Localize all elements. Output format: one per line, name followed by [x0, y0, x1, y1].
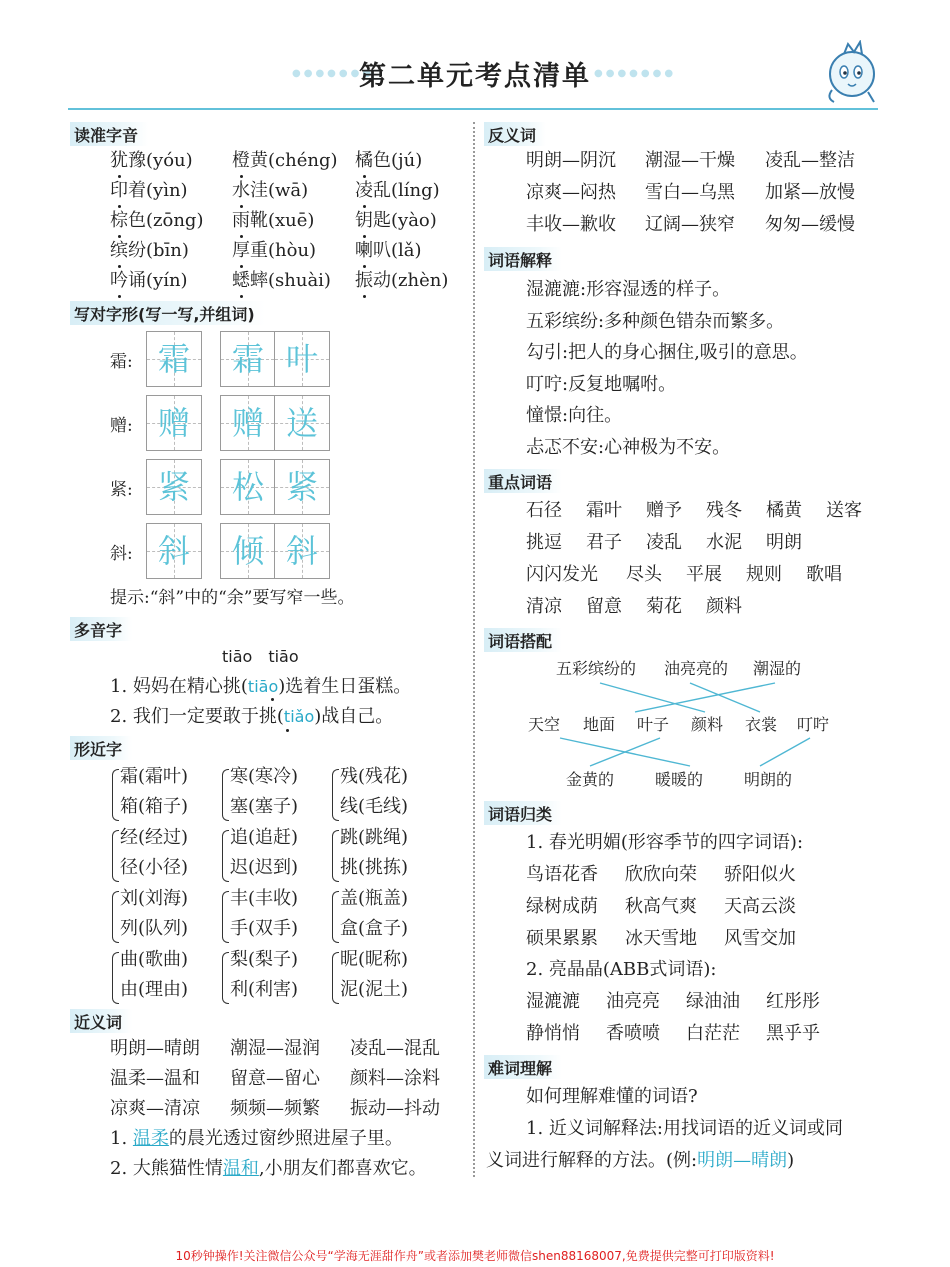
pronounce-item: 喇叭(lǎ)	[355, 240, 422, 261]
trace-char: 紧	[157, 468, 190, 506]
key-word: 平展	[686, 564, 722, 585]
classify-word: 油亮亮	[606, 991, 660, 1012]
similar-char: 泥(泥土)	[340, 979, 409, 1000]
match-line	[690, 683, 760, 712]
synonym-pair: 振动—抖动	[350, 1098, 440, 1119]
match-top-word: 潮湿的	[753, 659, 802, 678]
classify-word: 鸟语花香	[526, 864, 598, 885]
match-bottom-word: 明朗的	[744, 770, 793, 789]
sentence-text: )	[787, 1150, 795, 1171]
pronounce-item: 吟诵(yín)	[110, 270, 188, 291]
similar-char: 跳(跳绳)	[340, 827, 409, 848]
section-hard-title: 难词理解	[484, 1055, 562, 1079]
sentence-text: 义词进行解释的方法。(例:	[486, 1150, 698, 1171]
section-antonyms-title: 反义词	[484, 122, 546, 146]
footer-notice: 10秒钟操作!关注微信公众号“学海无涯甜作舟”或者添加樊老师微信shen88168007,免费提供完整可打印版资料!	[175, 1249, 775, 1263]
explain-item: 憧憬:向往。	[526, 405, 623, 426]
section-match-title: 词语搭配	[484, 628, 562, 652]
classify-word: 冰天雪地	[625, 928, 697, 949]
hard-answer-line-1: 1. 近义词解释法:用找词语的近义词或同	[526, 1118, 843, 1139]
sentence-text: ,小朋友们都喜欢它。	[258, 1158, 427, 1179]
similar-char: 梨(梨子)	[230, 949, 299, 970]
classify-word: 绿树成荫	[526, 896, 598, 917]
trace-char: 送	[285, 404, 318, 442]
pronounce-item: 缤纷(bīn)	[110, 240, 189, 261]
write-label: 赠:	[110, 416, 133, 436]
trace-char: 霜	[157, 340, 190, 378]
classify-word: 绿油油	[686, 991, 740, 1012]
key-word: 规则	[746, 564, 782, 585]
match-middle-word: 叮咛	[797, 715, 830, 734]
antonym-pair: 辽阔—狭窄	[645, 214, 735, 235]
classify-word: 香喷喷	[606, 1023, 660, 1044]
polyphone-readings: tiāo tiāo	[222, 647, 299, 666]
classify-heading-1: 1. 春光明媚(形容季节的四字词语):	[526, 832, 804, 853]
antonym-pair: 雪白—乌黑	[645, 182, 735, 203]
similar-char: 曲(歌曲)	[120, 949, 189, 970]
key-word: 挑逗	[526, 532, 562, 553]
similar-char: 残(残花)	[340, 766, 409, 787]
section-polyphone-title: 多音字	[70, 617, 132, 641]
classify-word: 风雪交加	[724, 928, 796, 949]
pronounce-item: 犹豫(yóu)	[110, 150, 193, 171]
pronounce-item: 橙黄(chéng)	[232, 150, 338, 171]
key-word: 水泥	[706, 532, 742, 553]
trace-char: 赠	[231, 404, 264, 442]
section-write-title: 写对字形(写一写,并组词)	[70, 301, 265, 325]
pronounce-item: 橘色(jú)	[355, 150, 423, 171]
hard-answer-line-2	[486, 1149, 794, 1173]
synonym-pair: 频频—频繁	[230, 1098, 320, 1119]
synonym-pair: 明朗—晴朗	[110, 1038, 200, 1059]
key-word: 闪闪发光	[526, 564, 598, 585]
similar-char: 寒(寒冷)	[230, 766, 299, 787]
pronounce-item: 雨靴(xuē)	[232, 210, 315, 231]
match-bottom-word: 暖暖的	[655, 770, 704, 789]
antonym-pair: 明朗—阴沉	[526, 150, 616, 171]
key-word: 清凉	[526, 596, 562, 617]
similar-char: 追(追赶)	[230, 827, 299, 848]
trace-char: 霜	[231, 340, 264, 378]
synonym-pair: 留意—留心	[230, 1068, 320, 1089]
section-pronounce-title: 读准字音	[70, 122, 148, 146]
key-word: 君子	[586, 532, 622, 553]
match-bottom-word: 金黄的	[566, 770, 615, 789]
synonym-pair: 凌乱—混乱	[350, 1038, 440, 1059]
pronounce-item: 钥匙(yào)	[355, 210, 437, 231]
match-line	[635, 683, 775, 712]
antonym-pair: 凌乱—整洁	[765, 150, 855, 171]
match-middle-word: 叶子	[637, 715, 670, 734]
section-explain-title: 词语解释	[484, 247, 562, 271]
similar-char: 丰(丰收)	[230, 888, 299, 909]
section-classify-title: 词语归类	[484, 801, 562, 825]
similar-char: 由(理由)	[120, 979, 189, 1000]
page-title: 第二单元考点清单	[359, 61, 591, 92]
trace-char: 斜	[157, 532, 190, 570]
section-synonyms-title: 近义词	[70, 1009, 132, 1033]
similar-char: 迟(迟到)	[230, 857, 299, 878]
similar-char: 经(经过)	[120, 827, 189, 848]
classify-word: 静悄悄	[526, 1023, 580, 1044]
match-middle-word: 衣裳	[745, 715, 778, 734]
antonym-pair: 加紧—放慢	[765, 182, 855, 203]
key-word: 赠予	[646, 500, 682, 521]
match-line	[760, 738, 810, 766]
classify-word: 秋高气爽	[625, 896, 697, 917]
key-word: 霜叶	[586, 500, 622, 521]
key-word: 留意	[586, 596, 622, 617]
match-middle-word: 地面	[583, 715, 616, 734]
match-top-word: 油亮亮的	[664, 659, 729, 678]
sentence-text: )战自己。	[314, 706, 394, 727]
trace-char: 松	[231, 468, 264, 506]
synonym-pair: 凉爽—清凉	[110, 1098, 200, 1119]
sentence-text: )选着生日蛋糕。	[278, 676, 412, 697]
header-dots-right: ●●●●●●●	[594, 68, 677, 79]
classify-word: 湿漉漉	[526, 991, 580, 1012]
antonym-pair: 匆匆—缓慢	[765, 214, 855, 235]
similar-char: 盒(盒子)	[340, 918, 409, 939]
trace-char: 斜	[285, 532, 318, 570]
classify-word: 骄阳似火	[724, 864, 796, 885]
write-label: 紧:	[110, 480, 133, 500]
classify-word: 硕果累累	[526, 928, 598, 949]
explain-item: 勾引:把人的身心捆住,吸引的意思。	[526, 342, 808, 363]
explain-item: 叮咛:反复地嘱咐。	[526, 373, 677, 395]
write-label: 霜:	[110, 352, 133, 372]
key-word: 歌唱	[806, 564, 842, 585]
match-line	[590, 738, 660, 766]
antonym-pair: 潮湿—干燥	[645, 150, 735, 171]
pronounce-item: 棕色(zōng)	[110, 210, 204, 231]
key-word: 菊花	[646, 596, 682, 617]
pronounce-item: 蟋蟀(shuài)	[232, 270, 331, 291]
pronounce-item: 厚重(hòu)	[232, 240, 317, 261]
classify-word: 欣欣向荣	[625, 864, 697, 885]
pronounce-item: 水洼(wā)	[232, 180, 309, 201]
similar-char: 挑(挑拣)	[340, 857, 409, 878]
similar-char: 利(利害)	[230, 979, 299, 1000]
key-word: 尽头	[626, 564, 662, 585]
hard-question: 如何理解难懂的词语?	[526, 1086, 698, 1107]
highlight-word: 温和	[222, 1158, 259, 1179]
match-middle-word: 颜料	[691, 715, 724, 734]
sentence-text: 2. 我们一定要敢于挑(	[110, 706, 284, 727]
pinyin-answer: tiāo	[247, 677, 279, 696]
trace-char: 赠	[157, 404, 190, 442]
pronounce-item: 印着(yìn)	[110, 180, 188, 201]
similar-char: 列(队列)	[120, 918, 189, 939]
key-word: 送客	[826, 500, 862, 521]
explain-item: 湿漉漉:形容湿透的样子。	[526, 279, 731, 300]
similar-char: 塞(塞子)	[230, 796, 299, 817]
key-word: 颜料	[706, 596, 742, 617]
synonym-pair: 颜料—涂料	[350, 1068, 440, 1089]
key-word: 凌乱	[646, 532, 682, 553]
sentence-text: 的晨光透过窗纱照进屋子里。	[168, 1128, 403, 1149]
write-tip: 提示:“斜”中的“余”要写窄一些。	[110, 588, 355, 608]
synonym-pair: 温柔—温和	[110, 1068, 200, 1089]
classify-word: 天高云淡	[724, 896, 796, 917]
example-word: 明朗—晴朗	[697, 1150, 788, 1171]
sentence-text: 1.	[110, 1128, 133, 1149]
header-dots-left: ●●●●●●●	[292, 68, 375, 79]
similar-char: 刘(刘海)	[120, 888, 189, 909]
similar-char: 径(小径)	[120, 857, 189, 878]
similar-char: 昵(昵称)	[340, 949, 409, 970]
classify-word: 白茫茫	[686, 1023, 740, 1044]
match-middle-word: 天空	[528, 715, 561, 734]
key-word: 残冬	[706, 500, 742, 521]
antonym-pair: 丰收—歉收	[526, 214, 616, 235]
classify-word: 黑乎乎	[766, 1023, 820, 1044]
antonym-pair: 凉爽—闷热	[526, 182, 616, 203]
section-similar-title: 形近字	[70, 736, 132, 760]
pronounce-item: 振动(zhèn)	[355, 270, 449, 291]
explain-item: 忐忑不安:心神极为不安。	[526, 436, 731, 458]
similar-char: 霜(霜叶)	[120, 766, 189, 787]
key-word: 石径	[526, 500, 562, 521]
similar-char: 手(双手)	[230, 918, 299, 939]
pinyin-answer: tiǎo	[283, 707, 315, 726]
trace-char: 倾	[231, 532, 264, 570]
similar-char: 盖(瓶盖)	[340, 888, 409, 909]
match-line	[600, 683, 705, 712]
explain-item: 五彩缤纷:多种颜色错杂而繁多。	[526, 310, 785, 332]
classify-heading-2: 2. 亮晶晶(ABB式词语):	[526, 959, 717, 980]
synonym-pair: 潮湿—湿润	[230, 1038, 320, 1059]
sentence-text: 1. 妈妈在精心挑(	[110, 676, 248, 697]
pronounce-item: 凌乱(líng)	[355, 180, 440, 201]
trace-char: 紧	[285, 468, 318, 506]
write-label: 斜:	[110, 544, 133, 564]
section-key-title: 重点词语	[484, 469, 562, 493]
similar-char: 线(毛线)	[340, 796, 409, 817]
similar-char: 箱(箱子)	[120, 796, 189, 817]
trace-char: 叶	[285, 340, 318, 378]
sentence-text: 2. 大熊猫性情	[110, 1158, 223, 1179]
key-word: 明朗	[766, 532, 802, 553]
highlight-word: 温柔	[132, 1128, 169, 1149]
classify-word: 红彤彤	[766, 991, 820, 1012]
match-top-word: 五彩缤纷的	[556, 659, 637, 678]
key-word: 橘黄	[766, 500, 802, 521]
